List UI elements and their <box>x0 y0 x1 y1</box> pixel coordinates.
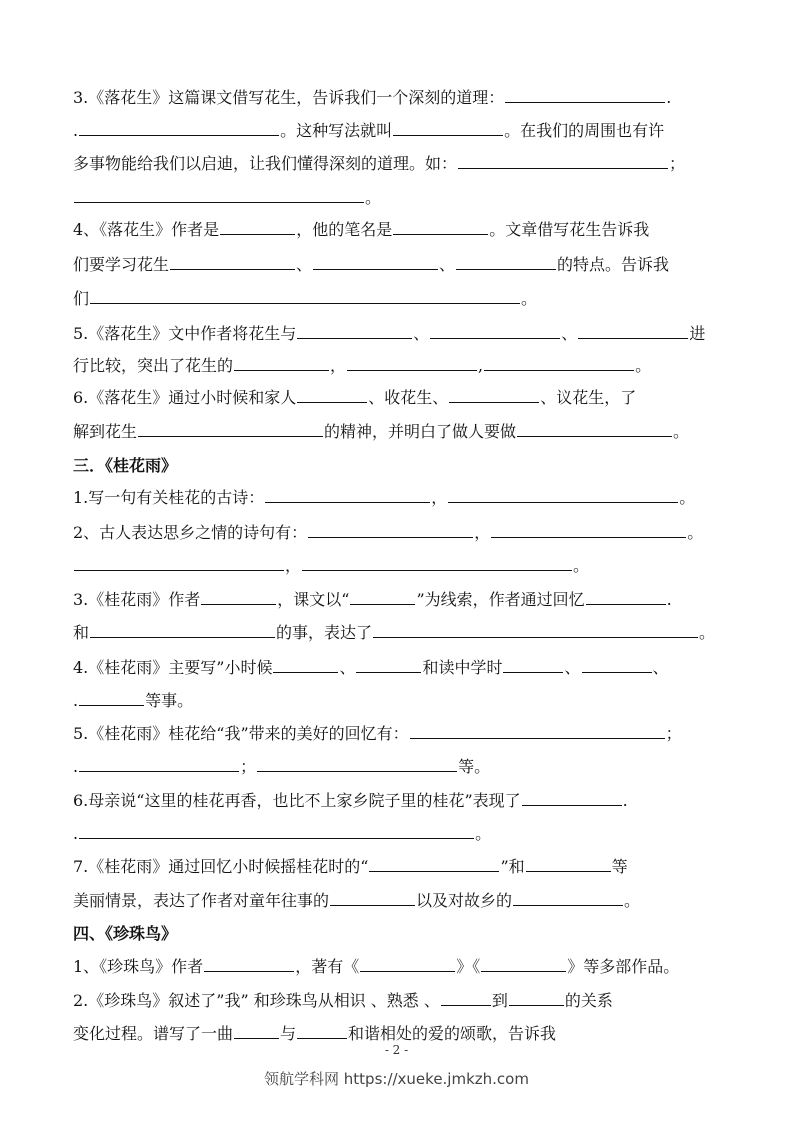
line-text: 的事，表达了 <box>276 623 373 642</box>
answer-blank[interactable] <box>79 687 144 706</box>
line-text: 。 <box>687 523 704 542</box>
answer-blank[interactable] <box>74 184 364 203</box>
answer-blank[interactable] <box>204 953 294 972</box>
answer-blank[interactable] <box>138 418 323 437</box>
line <box>73 753 723 781</box>
line-text: 和读中学时 <box>422 658 503 677</box>
answer-blank[interactable] <box>356 654 421 673</box>
line <box>73 720 723 748</box>
line-text: . <box>666 590 672 609</box>
line-text: . <box>666 88 672 107</box>
line-text: 3.《落花生》这篇课文借写花生，告诉我们一个深刻的道理： <box>73 88 505 107</box>
line-text: ； <box>665 724 682 743</box>
line-text: 。 <box>635 356 652 375</box>
answer-blank[interactable] <box>79 753 239 772</box>
line-text: 1、《珍珠鸟》作者 <box>73 957 204 976</box>
line-text: 到 <box>491 991 508 1010</box>
answer-blank[interactable] <box>481 953 566 972</box>
answer-blank[interactable] <box>170 251 295 270</box>
line <box>73 352 723 380</box>
line-text: 。这种写法就叫 <box>280 121 393 140</box>
answer-blank[interactable] <box>350 586 415 605</box>
answer-blank[interactable] <box>234 1020 279 1039</box>
answer-blank[interactable] <box>257 753 457 772</box>
line-text: 。 <box>624 891 641 910</box>
answer-blank[interactable] <box>79 117 279 136</box>
line-text: 1.写一句有关桂花的古诗： <box>73 488 265 507</box>
answer-blank[interactable] <box>458 150 668 169</box>
answer-blank[interactable] <box>220 216 295 235</box>
line-text: 、 <box>564 658 581 677</box>
answer-blank[interactable] <box>393 117 503 136</box>
answer-blank[interactable] <box>582 654 652 673</box>
answer-blank[interactable] <box>297 320 412 339</box>
line <box>73 84 723 112</box>
line <box>73 687 723 715</box>
line-text: 2.《珍珠鸟》叙述了”我” 和珍珠鸟从相识 、熟悉 、 <box>73 991 440 1010</box>
answer-blank[interactable] <box>505 84 665 103</box>
line-text: 等。 <box>458 757 491 776</box>
answer-blank[interactable] <box>456 251 556 270</box>
line-text: ， <box>285 556 302 575</box>
line <box>73 251 723 279</box>
line-text: 四、《珍珠鸟》 <box>73 924 178 943</box>
line-text: ； <box>669 154 686 173</box>
line-text: 。在我们的周围也有许 <box>504 121 665 140</box>
answer-blank[interactable] <box>448 484 678 503</box>
line-text: 与 <box>280 1024 297 1043</box>
line-text: 等 <box>611 857 628 876</box>
line-text: . <box>73 757 79 776</box>
line-text: 。 <box>475 824 492 843</box>
answer-blank[interactable] <box>369 853 499 872</box>
answer-blank[interactable] <box>430 320 560 339</box>
line-text: 行比较，突出了花生的 <box>73 356 234 375</box>
line <box>73 953 723 981</box>
line-text: 5.《桂花雨》桂花给“我”带来的美好的回忆有： <box>73 724 409 743</box>
answer-blank[interactable] <box>517 418 672 437</box>
line-text: 们 <box>73 289 90 308</box>
answer-blank[interactable] <box>297 1020 347 1039</box>
answer-blank[interactable] <box>526 853 611 872</box>
answer-blank[interactable] <box>90 285 520 304</box>
line-text: 进 <box>689 324 706 343</box>
line-text: 4、《落花生》作者是 <box>73 220 220 239</box>
line-text: 7.《桂花雨》通过回忆小时候摇桂花时的“ <box>73 857 369 876</box>
line-text: 。 <box>679 488 696 507</box>
answer-blank[interactable] <box>201 586 276 605</box>
line-text: 3.《桂花雨》作者 <box>73 590 201 609</box>
line <box>73 184 723 212</box>
line-text: 》等多部作品。 <box>567 957 680 976</box>
answer-blank[interactable] <box>79 820 474 839</box>
answer-blank[interactable] <box>393 216 488 235</box>
line-text: . <box>73 691 79 710</box>
answer-blank[interactable] <box>297 384 367 403</box>
line-text: ，他的笔名是 <box>296 220 393 239</box>
line <box>73 519 723 547</box>
answer-blank[interactable] <box>484 352 634 371</box>
line-text: 三．《桂花雨》 <box>73 456 178 475</box>
line-text: ”为线索，作者通过回忆 <box>416 590 585 609</box>
line-text: 6.《落花生》通过小时候和家人 <box>73 388 297 407</box>
line <box>73 853 723 881</box>
line-text: 。文章借写花生告诉我 <box>489 220 650 239</box>
line <box>73 820 723 848</box>
line-text: 5.《落花生》文中作者将花生与 <box>73 324 297 343</box>
line <box>73 552 723 580</box>
line <box>73 484 723 512</box>
line-text: 以及对故乡的 <box>416 891 513 910</box>
line-text: 、 <box>439 255 456 274</box>
line-text: ”和 <box>500 857 525 876</box>
line <box>73 285 723 313</box>
answer-blank[interactable] <box>360 953 455 972</box>
line-text: 、收花生、 <box>368 388 449 407</box>
answer-blank[interactable] <box>313 251 438 270</box>
line-text: 6.母亲说“这里的桂花再香，也比不上家乡院子里的桂花”表现了 <box>73 791 521 810</box>
line-text: 多事物能给我们以启迪，让我们懂得深刻的道理。如： <box>73 154 458 173</box>
line-text: 。 <box>699 623 716 642</box>
answer-blank[interactable] <box>265 484 430 503</box>
line-text: , <box>478 356 484 375</box>
line-text: 的关系 <box>564 991 613 1010</box>
line <box>73 117 723 145</box>
answer-blank[interactable] <box>347 352 477 371</box>
line-text: 。 <box>673 422 690 441</box>
line <box>73 384 723 412</box>
line-text: 、 <box>561 324 578 343</box>
answer-blank[interactable] <box>330 887 415 906</box>
line <box>73 654 723 682</box>
answer-blank[interactable] <box>308 519 473 538</box>
answer-blank[interactable] <box>503 654 563 673</box>
answer-blank[interactable] <box>373 619 698 638</box>
line-text: 等事。 <box>145 691 194 710</box>
line-text: . <box>73 121 79 140</box>
answer-blank[interactable] <box>449 384 539 403</box>
line <box>73 320 723 348</box>
line-text: 和谐相处的爱的颂歌，告诉我 <box>348 1024 557 1043</box>
line-text: ， <box>330 356 347 375</box>
line-text: 、议花生，了 <box>540 388 637 407</box>
answer-blank[interactable] <box>441 987 491 1006</box>
line-text: 。 <box>365 188 382 207</box>
answer-blank[interactable] <box>74 552 284 571</box>
line-text: 、 <box>413 324 430 343</box>
answer-blank[interactable] <box>90 619 275 638</box>
line-text: 解到花生 <box>73 422 138 441</box>
page-number: - 2 - <box>384 1043 409 1057</box>
line-text: 》《 <box>456 957 481 976</box>
line-text: ，著有《 <box>295 957 360 976</box>
line-text: ； <box>240 757 257 776</box>
answer-blank[interactable] <box>578 320 688 339</box>
line-text: ，课文以“ <box>277 590 350 609</box>
line <box>73 216 723 244</box>
line <box>73 987 723 1015</box>
answer-blank[interactable] <box>509 987 564 1006</box>
line <box>73 787 723 815</box>
answer-blank[interactable] <box>302 552 572 571</box>
line-text: 变化过程。谱写了一曲 <box>73 1024 234 1043</box>
line-text: 和 <box>73 623 90 642</box>
footer-watermark: 领航学科网 https://xueke.jmkzh.com <box>264 1070 529 1088</box>
line-text: 、 <box>296 255 313 274</box>
line-text: 的特点。告诉我 <box>557 255 670 274</box>
answer-blank[interactable] <box>491 519 686 538</box>
line <box>73 418 723 446</box>
line <box>73 586 723 614</box>
line-text: ， <box>474 523 491 542</box>
line-text: . <box>73 824 79 843</box>
line <box>73 887 723 915</box>
line <box>73 150 723 178</box>
line <box>73 619 723 647</box>
section-heading <box>73 452 723 480</box>
line-text: 。 <box>521 289 538 308</box>
line-text: 的精神，并明白了做人要做 <box>324 422 517 441</box>
line-text: 、 <box>652 658 669 677</box>
line-text: 美丽情景，表达了作者对童年往事的 <box>73 891 330 910</box>
answer-blank[interactable] <box>273 654 338 673</box>
answer-blank[interactable] <box>234 352 329 371</box>
line-text: ， <box>431 488 448 507</box>
line-text: 、 <box>339 658 356 677</box>
line-text: . <box>622 791 628 810</box>
line-text: 。 <box>573 556 590 575</box>
line-text: 们要学习花生 <box>73 255 170 274</box>
answer-blank[interactable] <box>586 586 666 605</box>
section-heading <box>73 920 723 948</box>
answer-blank[interactable] <box>513 887 623 906</box>
line-text: 4.《桂花雨》主要写”小时候 <box>73 658 273 677</box>
answer-blank[interactable] <box>410 720 665 739</box>
answer-blank[interactable] <box>522 787 622 806</box>
line-text: 2、古人表达思乡之情的诗句有： <box>73 523 308 542</box>
